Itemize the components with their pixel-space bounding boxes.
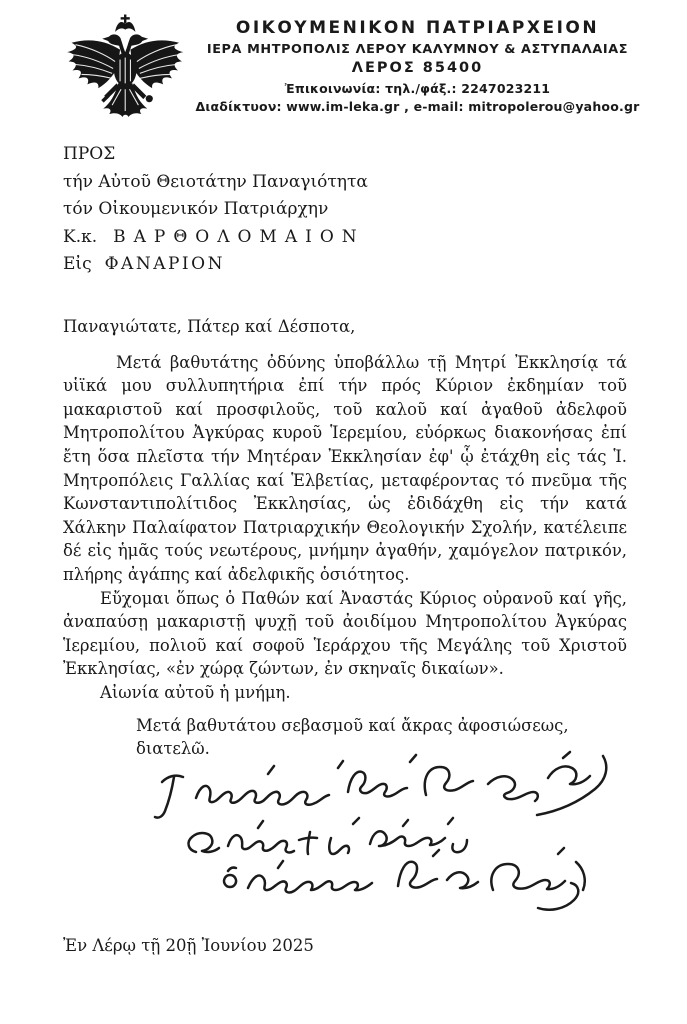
letterhead-location: ΛΕΡΟΣ 85400 xyxy=(351,60,484,76)
recipient-name: ΒΑΡΘΟΛΟΜΑΙΟΝ xyxy=(113,226,365,247)
paragraph-eternal-memory: Αἰωνία αὐτοῦ ἡ μνήμη. xyxy=(100,682,291,702)
letterhead-subtitle: ΙΕΡΑ ΜΗΤΡΟΠΟΛΙΣ ΛΕΡΟΥ ΚΑΛΥΜΝΟΥ & ΑΣΤΥΠΑΛΑΙΑΣ xyxy=(206,42,629,57)
recipient-to-label: ΠΡΟΣ xyxy=(63,144,116,164)
recipient-line-1: τήν Αὐτοῦ Θειοτάτην Παναγιότητα xyxy=(63,171,368,192)
recipient-honorific: Κ.κ. xyxy=(63,226,98,247)
closing-line: Μετά βαθυτάτου σεβασμοῦ καί ἄκρας ἀφοσιώσεως, διατελῶ. xyxy=(136,715,569,759)
letterhead-title: ΟΙΚΟΥΜΕΝΙΚΟΝ ΠΑΤΡΙΑΡΧΕΙΟΝ xyxy=(235,18,600,38)
recipient-place-line xyxy=(63,251,368,279)
handwritten-signature xyxy=(148,740,658,920)
letterhead xyxy=(165,18,670,114)
paragraph-prayer: Εὔχομαι ὅπως ὁ Παθών καί Ἀναστάς Κύριος οὐρανοῦ καί γῆς, ἀναπαύσῃ μακαριστῇ ψυχῇ τοῦ ἀοιδίμου Μητροπολίτου Ἀγκύρας Ἱερεμίου, πολιοῦ καί σοφοῦ Ἱεράρχου τῆς Μεγάλης τοῦ Χριστοῦ Ἐκκλησίας, «ἐν χώρᾳ ζώντων, ἐν σκηναῖς δικαίων». xyxy=(63,588,627,679)
recipient-line-2: τόν Οἰκουμενικόν Πατριάρχην xyxy=(63,199,329,219)
recipient-place: ΦΑΝΑΡΙΟΝ xyxy=(104,254,225,274)
salutation: Παναγιώτατε, Πάτερ καί Δέσποτα, xyxy=(63,317,356,336)
recipient-name-line xyxy=(63,224,368,252)
letterhead-contact: Ἐπικοινωνία: τηλ./φάξ.: 2247023211 xyxy=(284,81,551,96)
letter-body xyxy=(63,315,627,761)
recipient-block xyxy=(63,141,368,279)
recipient-place-prefix: Εἰς xyxy=(63,254,92,274)
date-line: Ἐν Λέρῳ τῇ 20ῇ Ἰουνίου 2025 xyxy=(63,936,314,955)
paragraph-condolences: Μετά βαθυτάτης ὀδύνης ὑποβάλλω τῇ Μητρί Ἐκκλησίᾳ τά υἱϊκά μου συλλυπητήρια ἐπί τήν πρός Κύριον ἐκδημίαν τοῦ μακαριστοῦ καί προσφιλοῦς, τοῦ καλοῦ καί ἀγαθοῦ ἀδελφοῦ Μητροπολίτου Ἀγκύρας κυροῦ Ἱερεμίου, εὐόρκως διακονήσας ἐπί ἔτη ὅσα πλεῖστα τήν Μητέραν Ἐκκλησίαν ἐφ' ᾧ ἐτάχθη εἰς τάς Ἱ. Μητροπόλεις Γαλλίας καί Ἑλβετίας, μεταφέροντας τό πνεῦμα τῆς Κωνσταντιπολίτιδος Ἐκκλησίας, ὡς ἐδιδάχθη εἰς τήν κατά Χάλκην Παλαίφατον Πατριαρχικήν Θεολογικήν Σχολήν, κατέλειπε δέ εἰς ἡμᾶς τούς νεωτέρους, μνήμην ἀγαθήν, χαμόγελον πατρικόν, πλήρης ἀγάπης καί ἀδελφικῆς ὁσιότητος. xyxy=(63,352,627,584)
letterhead-web-email: Διαδίκτυον: www.im-leka.gr , e-mail: mitropolerou@yahoo.gr xyxy=(195,99,640,114)
